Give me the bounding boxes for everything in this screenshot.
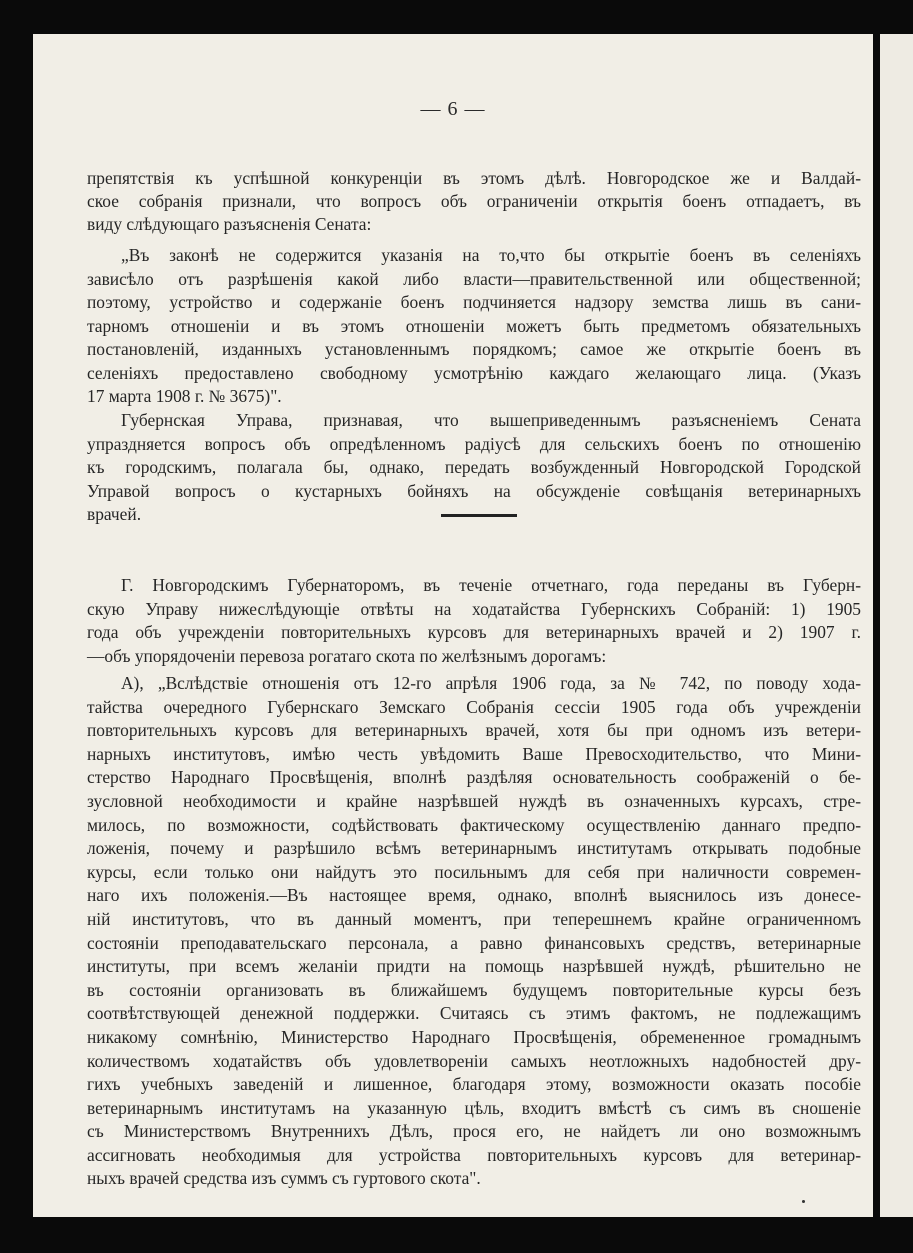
text-line: А), „Вслѣдствіе отношенія отъ 12-го апрѣля 1906 года, за № 742, по поводу хода- bbox=[121, 673, 861, 693]
paragraph-5 bbox=[87, 672, 861, 1191]
page-number: — 6 — bbox=[420, 98, 486, 120]
adjacent-page-edge bbox=[880, 34, 913, 1217]
text-line: „Въ законѣ не содержится указанія на то,что бы открытіе боенъ въ селеніяхъ bbox=[121, 245, 861, 265]
text-line: ныхъ врачей средства изъ суммъ съ гуртового скота". bbox=[87, 1168, 481, 1189]
text-line: зависѣло отъ разрѣшенія какой либо власти—правительственной или общественной; bbox=[87, 268, 861, 289]
paragraph-3 bbox=[87, 409, 861, 527]
document-page bbox=[33, 34, 873, 1217]
text-line: институты, при всемъ желаніи придти на помощь назрѣвшей нуждѣ, рѣшительно не bbox=[87, 956, 861, 977]
text-line: селеніяхъ предоставлено свободному усмотрѣнію каждаго желающаго лица. (Указъ bbox=[87, 362, 861, 383]
text-line: 17 марта 1908 г. № 3675)". bbox=[87, 386, 282, 406]
text-line: тарномъ отношеніи и въ этомъ отношеніи можетъ быть предметомъ обязательныхъ bbox=[87, 315, 861, 336]
text-line: съ Министерствомъ Внутреннихъ Дѣлъ, прося его, не найдетъ ли оно возможнымъ bbox=[87, 1121, 861, 1142]
text-line: къ городскимъ, полагала бы, однако, передать возбужденный Новгородской Городской bbox=[87, 457, 861, 477]
text-line: количествомъ ходатайствъ объ удовлетвореніи самыхъ неотложныхъ надобностей дру- bbox=[87, 1050, 861, 1071]
text-line: курсы, если только они найдутъ это посильнымъ для себя при наличности современ- bbox=[87, 861, 861, 882]
text-line: соотвѣтствующей денежной поддержки. Считаясь съ этимъ фактомъ, не подлежащимъ bbox=[87, 1003, 861, 1024]
text-line: гихъ учебныхъ заведеній и лишенное, благодаря этому, возможности оказать пособіе bbox=[87, 1074, 861, 1095]
text-line: въ состояніи организовать въ ближайшемъ будущемъ повторительные курсы безъ bbox=[87, 979, 861, 1000]
text-line: виду слѣдующаго разъясненія Сената: bbox=[87, 214, 372, 234]
paragraph-4 bbox=[87, 574, 861, 669]
text-line: препятствія къ успѣшной конкуренціи въ этомъ дѣлѣ. Новгородское же и Валдай- bbox=[87, 168, 861, 188]
text-line: —объ упорядоченіи перевоза рогатаго скота по желѣзнымъ дорогамъ: bbox=[87, 646, 607, 667]
text-line: никакому сомнѣнію, Министерство Народнаго Просвѣщенія, обремененное громаднымъ bbox=[87, 1026, 861, 1047]
text-line: скую Управу нижеслѣдующіе отвѣты на ходатайства Губернскихъ Собраній: 1) 1905 bbox=[87, 598, 861, 619]
text-line: года объ учрежденіи повторительныхъ курсовъ для ветеринарныхъ врачей и 2) 1907 г. bbox=[87, 622, 861, 643]
text-line: врачей. bbox=[87, 504, 142, 524]
text-line: наго ихъ положенія.—Въ настоящее время, однако, вполнѣ выяснилось изъ донесе- bbox=[87, 885, 861, 906]
text-line: повторительныхъ курсовъ для ветеринарныхъ врачей, хотя бы при одномъ изъ ветери- bbox=[87, 720, 861, 741]
text-line: ложенія, почему и разрѣшило всѣмъ ветеринарнымъ институтамъ открывать подобные bbox=[87, 838, 861, 859]
text-line: постановленій, изданныхъ установленнымъ порядкомъ; самое же открытіе боенъ въ bbox=[87, 339, 861, 359]
paragraph-1 bbox=[87, 167, 861, 236]
ink-spot bbox=[802, 1200, 805, 1203]
text-line: стерство Народнаго Просвѣщенія, вполнѣ раздѣляя основательность соображеній о бе- bbox=[87, 767, 861, 788]
text-line: милось, по возможности, содѣйствовать фактическому осуществленію даннаго предпо- bbox=[87, 814, 861, 835]
text-line: нарныхъ институтовъ, имѣю честь увѣдомить Ваше Превосходительство, что Мини- bbox=[87, 743, 861, 764]
text-line: ассигновать необходимыя для устройства повторительныхъ курсовъ для ветеринар- bbox=[87, 1144, 861, 1165]
text-line: ній институтовъ, что въ данный моментъ, при теперешнемъ крайне ограниченномъ bbox=[87, 908, 861, 929]
text-line: ветеринарнымъ институтамъ на указанную цѣль, входитъ вмѣстѣ съ симъ въ сношеніе bbox=[87, 1097, 861, 1118]
text-line: зусловной необходимости и крайне назрѣвшей нуждѣ въ означенныхъ курсахъ, стре- bbox=[87, 790, 861, 811]
section-separator bbox=[441, 514, 517, 517]
text-line: Г. Новгородскимъ Губернаторомъ, въ теченіе отчетнаго, года переданы въ Губерн- bbox=[121, 575, 861, 595]
text-line: Управой вопросъ о кустарныхъ бойняхъ на обсужденіе совѣщанія ветеринарныхъ bbox=[87, 480, 861, 501]
text-line: упраздняется вопросъ объ опредѣленномъ радіусѣ для сельскихъ боенъ по отношенію bbox=[87, 433, 861, 454]
text-line: Губернская Управа, признавая, что вышеприведеннымъ разъясненіемъ Сената bbox=[121, 410, 861, 430]
paragraph-senate-quote bbox=[87, 244, 861, 409]
text-line: поэтому, устройство и содержаніе боенъ подчиняется надзору земства лишь въ сани- bbox=[87, 292, 861, 312]
text-line: ское собранія признали, что вопросъ объ ограниченіи открытія боенъ отпадаетъ, въ bbox=[87, 191, 861, 211]
text-line: тайства очередного Губернскаго Земскаго Собранія сессіи 1905 года объ учрежденіи bbox=[87, 696, 861, 717]
text-line: состояніи преподавательскаго персонала, а равно финансовыхъ средствъ, ветеринарные bbox=[87, 932, 861, 953]
